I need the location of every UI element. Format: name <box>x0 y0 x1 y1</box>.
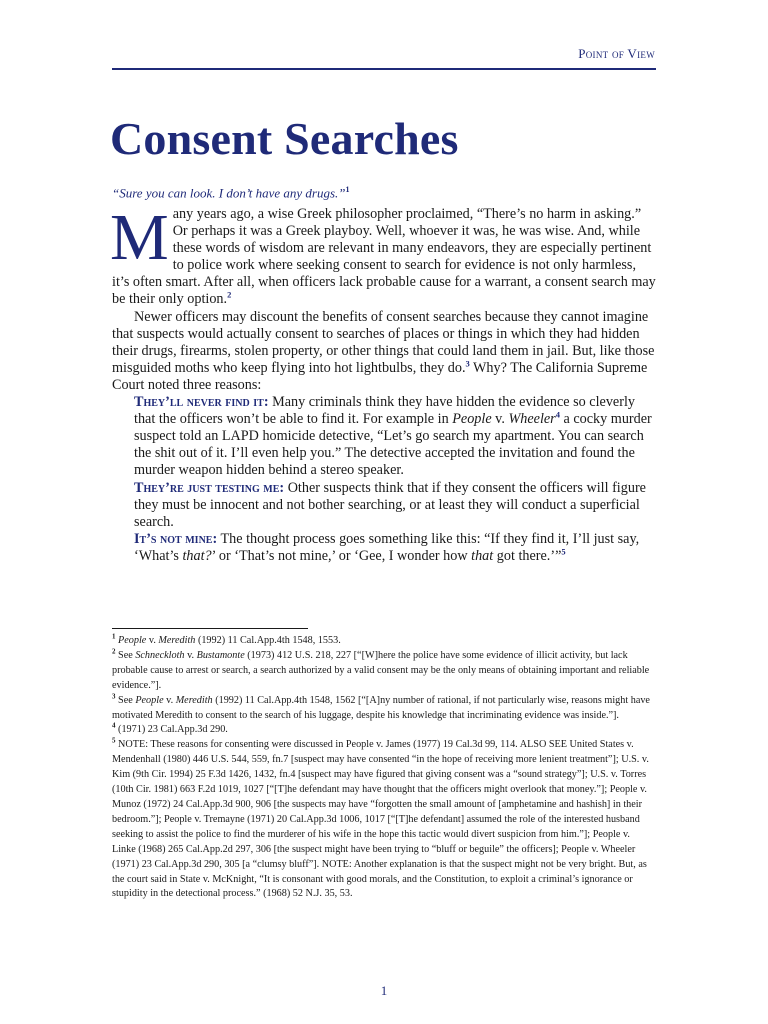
citation: (1992) 11 Cal.App.4th 1548, 1562 [“[A]ny number of rational, if not particularly wise, reasons might have motivated Meredith to consent to the search of his luggage, despite his knowledge that incriminating evidence was inside.”]. <box>112 694 650 721</box>
page-title: Consent Searches <box>110 113 459 164</box>
citation: (1971) 23 Cal.App.3d 290. <box>115 724 228 736</box>
case-name: Wheeler <box>508 411 556 428</box>
case-name: Bustamonte <box>196 649 245 661</box>
footnote-text: NOTE: These reasons for consenting were discussed in People v. James (1977) 19 Cal.3d 99, 114. ALSO SEE United States v. Mendenhall (1980) 446 U.S. 544, 559, fn.7 [suspect may have consented “in the hope of receiving more lenient treatment”]; U.S. v. Kim (9th Cir. 1994) 25 F.3d 1426, 1432, fn.4 [suspect may have figured that giving consent was a “sound strategy”]; U.S. v. Torres (10th Cir. 1981) 663 F.2d 1019, 1027 [“[T]he defendant may have thought that the officers might overlook that money.”]; People v. Munoz (1972) 24 Cal.App.3d 900, 906 [the suspects may have “forgotten the small amount of [amphetamine and hashish] in their bedroom.”]; People v. Tremayne (1971) 20 Cal.App.3d 1006, 1017 [“[T]he defendant] assumed the role of the interested husband seeking to assist the police to find the murderer of his wife in the hope this tactic would divert suspicion from him.”]; People v. Linke (1968) 265 Cal.App.2d 297, 306 [the suspect might have been trying to “bluff or beguile” the officers]; People v. Wheeler (1971) 23 Cal.App.3d 290, 305 [a “clumsy bluff”]. NOTE: Another explanation is that the suspect might not be very bright. But, as the court said in State v. McKnight, “It is consonant with good morals, and the Constitution, to exploit a criminal’s ignorance or stupidity in the detectional process.” (1968) 52 N.J. 35, 53. <box>112 739 649 900</box>
reason-text: Other suspects think that if they consent the officers will figure they must be innocent and not bother searching, or at least they will conduct a superficial search. <box>134 479 646 530</box>
footnotes <box>112 634 656 902</box>
intro-paragraph <box>110 201 656 309</box>
case-name: People <box>452 411 492 428</box>
footnote-number: 4 <box>112 722 116 731</box>
versus: v. <box>163 694 176 706</box>
footnote-rule <box>112 628 308 629</box>
footnote-prefix: See <box>115 649 136 661</box>
article-body <box>110 201 656 565</box>
footnote-2 <box>112 649 656 694</box>
epigraph <box>112 185 350 201</box>
citation: (1973) 412 U.S. 218, 227 [“[W]here the police have some evidence of illicit activity, but lack probable cause to arrest or search, a search authorized by a valid consent may be the only means of obtaining important and reliable evidence.”]. <box>112 649 650 691</box>
page-number: 1 <box>380 983 388 998</box>
case-name: People <box>118 635 147 646</box>
citation: (1992) 11 Cal.App.4th 1548, 1553. <box>195 635 341 646</box>
reason-text: a cocky murder suspect told an LAPD homicide detective, “Let’s go search my apartment. You can search the shit out of it. I’ll even help you.” The detective accepted the invitation and found the murder weapon hidden behind a stereo speaker. <box>134 411 652 479</box>
footnote-ref[interactable]: 3 <box>465 358 470 369</box>
footnote-number: 5 <box>112 736 116 745</box>
reason-just-testing-me <box>134 480 656 531</box>
footnote-5 <box>112 738 656 902</box>
footnote-ref[interactable]: 4 <box>555 409 560 420</box>
footnote-ref[interactable]: 1 <box>345 185 350 194</box>
case-name: Meredith <box>175 694 213 706</box>
footnote-4 <box>112 723 656 738</box>
case-name: Schneckloth <box>135 649 185 661</box>
reason-not-mine <box>134 531 656 565</box>
header-rule <box>112 68 656 70</box>
versus: v. <box>146 635 159 646</box>
reason-text: The thought process goes something like this: “If they find it, I’ll just say, ‘What’s <box>134 530 640 564</box>
footnote-prefix: See <box>115 694 136 706</box>
second-text-tail: Why? The California Supreme Court noted three reasons: <box>112 359 648 393</box>
intro-text: any years ago, a wise Greek philosopher proclaimed, “There’s no harm in asking.” Or perhaps it was a Greek playboy. Well, whoever it was, he was wise. And, while these words of wisdom are relevant in many endeavors, they are especially pertinent to police work where seeking consent to search for evidence is not only harmless, it’s often smart. After all, when officers lack probable cause for a warrant, a consent search may be their only option. <box>112 206 656 308</box>
epigraph-quote: “Sure you can look. I don’t have any drugs.” <box>112 185 346 201</box>
versus: v. <box>491 411 509 428</box>
reason-text: ’ or ‘That’s not mine,’ or ‘Gee, I wonder how <box>211 547 472 564</box>
drop-cap: M <box>110 201 169 274</box>
reason-label: They’re just testing me: <box>134 479 285 496</box>
second-paragraph <box>112 309 656 394</box>
footnote-ref[interactable]: 5 <box>561 546 566 557</box>
reason-never-find-it <box>134 394 656 479</box>
footnote-number: 2 <box>112 647 116 656</box>
reason-text: Many criminals think they have hidden the evidence so cleverly that the officers won’t be able to find it. For example in <box>134 394 635 428</box>
section-header-label: Point of View <box>578 46 655 61</box>
case-name: Meredith <box>158 635 196 646</box>
emphasis: that <box>471 547 494 564</box>
emphasis: that? <box>182 547 212 564</box>
versus: v. <box>184 649 197 661</box>
footnote-3 <box>112 694 656 724</box>
second-text: Newer officers may discount the benefits of consent searches because they cannot imagine that suspects would actually consent to searches of places or things in which they had hidden their drugs, firearms, stolen property, or other things that could land them in jail. But, like those misguided moths who keep flying into hot lightbulbs, they do. <box>112 308 655 376</box>
reason-label: It’s not mine: <box>134 530 218 547</box>
footnote-number: 1 <box>112 632 116 641</box>
reason-label: They’ll never find it: <box>134 394 269 411</box>
footnote-ref[interactable]: 2 <box>227 289 232 300</box>
case-name: People <box>135 694 164 706</box>
footnote-number: 3 <box>112 692 116 701</box>
reason-text: got there.’” <box>493 547 562 564</box>
footnote-1 <box>112 634 656 649</box>
